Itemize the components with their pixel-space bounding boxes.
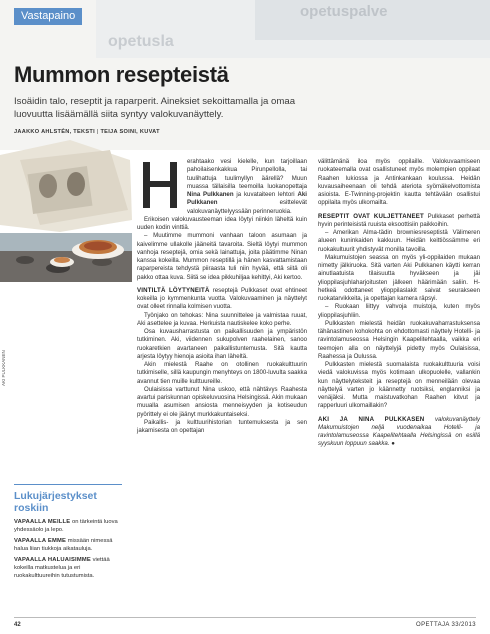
article-column-1 bbox=[137, 158, 307, 435]
lead-paragraph: Isoäidin talo, reseptit ja raparperit. Aineksiet sekoittamalla ja omaa luovuutta lisäämällä siita syntyy valokuvanäyttely. bbox=[14, 96, 296, 120]
photo-sign-right: opetuspalve bbox=[300, 3, 388, 20]
sidebar-title-line: roskiin bbox=[14, 502, 49, 514]
paragraph bbox=[137, 287, 307, 312]
photographer-credit: TEIJA SOINI, KUVAT bbox=[100, 129, 160, 135]
footer-rule bbox=[14, 617, 476, 618]
photo-sign-left: opetusla bbox=[108, 33, 174, 50]
end-mark: ● bbox=[391, 440, 395, 448]
paragraph: Osa kuvausharrastusta on paikallisuuden ja ympäristön tutkiminen. Aki, viidennen sukupolven raahelainen, sanoo ruokaretkien avartaneen paikallistuntemusta. Sitä kautta arjesta löytyy hienoja asioita ihan läheltä. bbox=[137, 328, 307, 360]
page-number: 42 bbox=[14, 622, 21, 628]
paragraph: Erikoisen valokuvausteeman idea löytyi niinkin läheltä kuin uuden kodin vinttiä. bbox=[137, 215, 307, 231]
section-kicker: Vastapaino bbox=[14, 8, 82, 25]
name-bold: Aki Pulkkanen bbox=[187, 191, 307, 207]
sidebar-title-line: Lukujärjestykset bbox=[14, 490, 97, 502]
page-footer bbox=[0, 620, 490, 634]
dropcap-letter: H bbox=[140, 160, 141, 161]
sidebar-item-text: viettää kokeilla matkusteluа ja eri ruokakulttuureihin tutustumista. bbox=[14, 557, 110, 579]
photo-credit-text: AKI PULKKANEN bbox=[1, 350, 6, 386]
sidebar-item-text: on tärkeintä luova yhdessäolo ja lepo. bbox=[14, 519, 118, 533]
sidebar-item-head: VAPAALLA EMME bbox=[14, 538, 67, 545]
paragraph: Akin mielestä Raahe on otollinen ruokakulttuurin tutkimiselle, sillä kaupungin menyhteys on 1800-luvulta saakka avannut tien muille kulttuureille. bbox=[137, 361, 307, 385]
paragraph: Pulkkasten mielestä heidän ruokakuvaharrastuksensa tähänastinen kohokohta on ehdottomasti näyttely Hotelli- ja ravintolamuseossa Helsingin Kaapelitehtaalla, vaikka eri teemojen alla on näyttelyjä pidetty myös Oulaisissa, Raahessa ja Oulussa. bbox=[318, 319, 480, 360]
sidebar-divider bbox=[14, 484, 122, 485]
paragraph bbox=[318, 416, 480, 449]
paragraph: Oulaisissa varttunut Nina uskoo, että nähtävys Raahesta avartui pariskunnan opiskeluvuosina Helsingissä. Akin mukaan muualla asumisen ansiosta menneisyyden ja kotiseudun pyörittely ei ole jäänyt murkkakuntaiseksi. bbox=[137, 385, 307, 418]
text: esittelevät valokuvanäyttelyyssään perinneruokia. bbox=[187, 199, 307, 215]
paragraph: Pulkkasten mielestä suomalaista ruokakulttuuria voisi viedä valokuvissa myös kotimaan ulkopuolelle, vallankin kun näyttelyteksteit ja reseptejä on menneilään olevaa näyttelyä varten jo käännetty ruotsiksi, englanniksi ja venäjäksi. Mutta maistuvatkohan Raahen kitvut ja rapperluuri ulkomaillakin? bbox=[318, 361, 480, 410]
subhead: AKI JA NINA PULKKASEN bbox=[318, 415, 425, 423]
magazine-issue: OPETTAJA 33/2013 bbox=[416, 622, 476, 628]
sidebar-box bbox=[14, 519, 122, 584]
text: valokuvanäyttely Makumuistojen neljä vuodenaikaa Hotelli- ja ravintolamuseossa Kaapelitehtaalla Helsingissä on esillä syyskuun loppuun saakka. bbox=[318, 415, 480, 448]
sidebar-item-head: VAPAALLA HALUAISIMME bbox=[14, 557, 91, 564]
paragraph: – Muutimme mummoni vanhaan taloon asumaan ja kaivelimme ullakolle jääneitä tavaroita. Sieltä löytyi mummon vanhoja reseptejä, omia sekä lainattuja, joita päätimme Ninan kanssa kokeilla. Mummon reseptillä ja hänen kasvattamistaan raparpereista tehdystä piiraasta tuli niin hyvää, että siitä oli pakko ottaa kuva. Siitä se idea pikkuhiljaa kehittyi, Aki kertoo. bbox=[137, 232, 307, 281]
paragraph: Paikallis- ja kulttuurihistorian tuntemuksesta ja sen jakamisesta on opettajan bbox=[137, 418, 307, 434]
text: Pulkkaset perhettä hyvin perinteisistä ruuista eksoottisiin paikkoihin. bbox=[318, 212, 480, 228]
page-title: Mummon resepteistä bbox=[14, 62, 229, 87]
name-bold: Nina Pulkkanen bbox=[187, 191, 234, 198]
sidebar-item-head: VAPAALLA MEILLE bbox=[14, 519, 71, 525]
text: ja kuvataiteen lehtori bbox=[236, 191, 295, 198]
paragraph: Työnjako on tehokas: Nina suunnittelee ja valmistaa ruuat, Aki asettelee ja kuvaa. Herkuista nautiskelee koko perhe. bbox=[137, 311, 307, 327]
paragraph: välittämänä iloa myös oppilaille. Valokuvaamiseen ruokateemalla ovat osallistuneet myös molempien oppilaat Raahen lukiossa ja Antinkankaan koulussa. Heidän kuvausaiheenaan oli tehdä ateriota syömäkelvottomista asioista. E-Twinning-projektin kautta tehtävään osallistui oppilaita myös ulkomailta. bbox=[318, 158, 480, 207]
sidebar-item bbox=[14, 557, 122, 580]
paragraph: – Amerikan Alma-tädin browniesreseptistä Välimeren alueen kuninkaiden kakkuun. Heidän keittiössämme eri ruokakultuurit yhdistyvät monilla tavoilla. bbox=[318, 229, 480, 253]
text: erahtaako vesi kielelle, kun tarjoillaan pahoilaisenkakkua Pirunpellolla, tai tuulihattuja tuulimyllyn äärellä? Muun muassa tällaisilla teemoilla luokanopettaja bbox=[187, 158, 307, 190]
sidebar-item-text: missään nimessä halua liian tiukkoja aikatauluja. bbox=[14, 538, 113, 552]
paragraph bbox=[187, 158, 307, 216]
credit-separator: | bbox=[96, 129, 101, 135]
paragraph bbox=[318, 213, 480, 230]
sidebar-item bbox=[14, 519, 122, 534]
byline bbox=[14, 129, 160, 135]
article-column-2 bbox=[318, 158, 480, 449]
author-credit: JAAKKO AHLSTÉN, TEKSTI bbox=[14, 129, 95, 135]
text: reseptejä Pulkkaset ovat ehtineet kokeilla jo kymmenkunta vuotta. Valokuvaaminen ja näyttelyt ovat olleet rinnalla kolmisen vuotta. bbox=[137, 286, 307, 311]
photo-credit bbox=[1, 338, 8, 388]
subhead: RESEPTIT OVAT KULJETTANEET bbox=[318, 212, 424, 220]
subhead: VINTILTÄ LÖYTYNEITÄ bbox=[137, 286, 210, 294]
sidebar-item bbox=[14, 538, 122, 553]
paragraph: – Ruokaan liittyy vahvoja muistoja, kuten myös ylioppilasjuhliin. bbox=[318, 303, 480, 319]
sidebar-title bbox=[14, 490, 97, 514]
paragraph: Makumuistojen seassa on myös yli-oppilaiden mukaan nimetty jälkiruoka. Sitä varten Aki Pulkkanen käytti kerran ainutlaatuista tilaisuutta hyväkseen ja jäi ylioppilasjuhlaharjoitusten jälkeen häärimään saliin. H-hetkeä odottaneet ylioppilaslakit saivat seurakseen ruokatarvikkeita, ja opettajan kamera räpsyi. bbox=[318, 253, 480, 302]
